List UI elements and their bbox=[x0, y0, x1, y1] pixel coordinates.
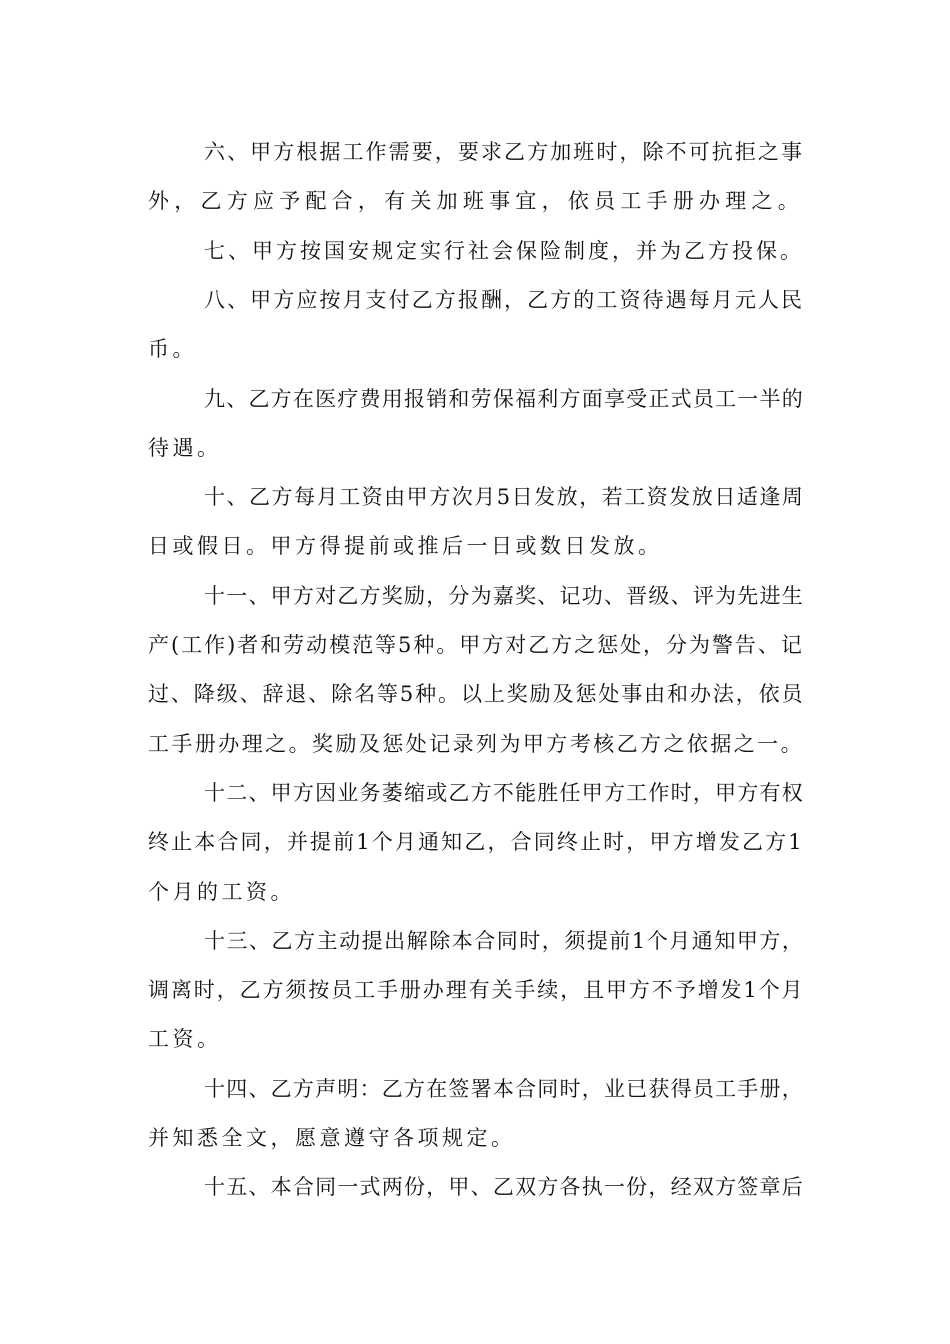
paragraph-14-line-1: 十四、乙方声明：乙方在签署本合同时，业已获得员工手册， bbox=[204, 1077, 804, 1101]
paragraph-15-line-1: 十五、本合同一式两份，甲、乙双方各执一份，经双方签章后 bbox=[204, 1175, 804, 1199]
paragraph-13-line-2: 调离时，乙方须按员工手册办理有关手续，且甲方不予增发1个月 bbox=[148, 978, 805, 1002]
paragraph-11-line-3: 过、降级、辞退、除名等5种。以上奖励及惩处事由和办法，依员 bbox=[148, 682, 805, 706]
paragraph-13-line-1: 十三、乙方主动提出解除本合同时，须提前1个月通知甲方， bbox=[204, 929, 805, 953]
paragraph-11-line-1: 十一、甲方对乙方奖励，分为嘉奖、记功、晋级、评为先进生 bbox=[204, 584, 804, 608]
paragraph-9-line-2: 待遇。 bbox=[148, 436, 222, 460]
paragraph-7-line-1: 七、甲方按国安规定实行社会保险制度，并为乙方投保。 bbox=[204, 239, 804, 263]
paragraph-8-line-1: 八、甲方应按月支付乙方报酬，乙方的工资待遇每月元人民 bbox=[204, 288, 805, 312]
paragraph-10-line-1: 十、乙方每月工资由甲方次月5日发放，若工资发放日适逢周 bbox=[204, 485, 805, 509]
paragraph-12-line-1: 十二、甲方因业务萎缩或乙方不能胜任甲方工作时，甲方有权 bbox=[204, 781, 804, 805]
paragraph-12-line-3: 个月的工资。 bbox=[148, 880, 295, 904]
paragraph-11-line-4: 工手册办理之。奖励及惩处记录列为甲方考核乙方之依据之一。 bbox=[148, 732, 805, 756]
paragraph-11-line-2: 产(工作)者和劳动模范等5种。甲方对乙方之惩处，分为警告、记 bbox=[148, 633, 804, 657]
paragraph-14-line-2: 并知悉全文，愿意遵守各项规定。 bbox=[148, 1126, 516, 1150]
paragraph-12-line-2: 终止本合同，并提前1个月通知乙，合同终止时，甲方增发乙方1 bbox=[148, 830, 804, 854]
paragraph-13-line-3: 工资。 bbox=[148, 1027, 222, 1051]
paragraph-6-line-2: 外，乙方应予配合，有关加班事宜，依员工手册办理之。 bbox=[148, 189, 804, 213]
paragraph-6-line-1: 六、甲方根据工作需要，要求乙方加班时，除不可抗拒之事 bbox=[204, 140, 805, 164]
paragraph-10-line-2: 日或假日。甲方得提前或推后一日或数日发放。 bbox=[148, 534, 663, 558]
paragraph-9-line-1: 九、乙方在医疗费用报销和劳保福利方面享受正式员工一半的 bbox=[204, 387, 804, 411]
paragraph-8-line-2: 币。 bbox=[148, 337, 197, 361]
